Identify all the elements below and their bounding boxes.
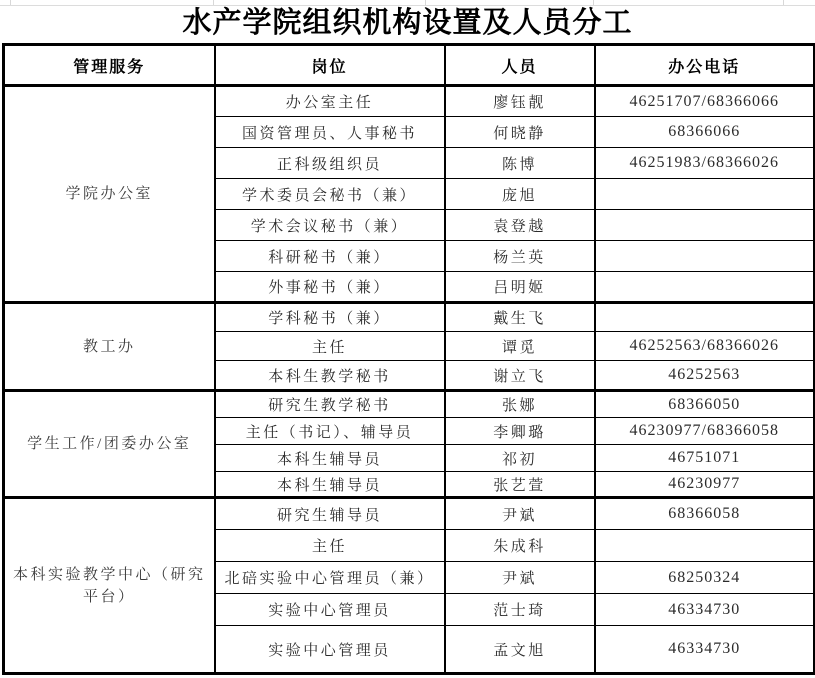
person-cell: 朱成科 — [445, 530, 595, 562]
phone-cell — [595, 241, 815, 272]
remnant-gridline — [593, 0, 594, 5]
phone-cell: 68250324 — [595, 562, 815, 594]
position-cell: 科研秘书（兼） — [215, 241, 445, 272]
phone-cell: 46251983/68366026 — [595, 148, 815, 179]
person-cell: 谢立飞 — [445, 361, 595, 391]
phone-cell: 46334730 — [595, 594, 815, 626]
position-cell: 本科生教学秘书 — [215, 361, 445, 391]
phone-cell: 46751071 — [595, 445, 815, 472]
col-header-position: 岗位 — [215, 45, 445, 86]
page-title: 水产学院组织机构设置及人员分工 — [182, 7, 633, 39]
phone-cell: 68366066 — [595, 117, 815, 148]
phone-cell: 68366050 — [595, 391, 815, 418]
position-cell: 研究生教学秘书 — [215, 391, 445, 418]
person-cell: 谭觅 — [445, 332, 595, 361]
phone-cell: 46230977/68366058 — [595, 418, 815, 445]
position-cell: 正科级组织员 — [215, 148, 445, 179]
header-row — [4, 45, 815, 86]
org-structure-table — [2, 43, 815, 675]
person-cell: 张娜 — [445, 391, 595, 418]
table-row — [4, 498, 815, 530]
service-cell: 学生工作/团委办公室 — [4, 391, 215, 498]
table-body — [4, 86, 815, 674]
phone-cell — [595, 530, 815, 562]
person-cell: 尹斌 — [445, 498, 595, 530]
person-cell: 范士琦 — [445, 594, 595, 626]
person-cell: 何晓静 — [445, 117, 595, 148]
position-cell: 本科生辅导员 — [215, 445, 445, 472]
person-cell: 庞旭 — [445, 179, 595, 210]
person-cell: 廖钰靓 — [445, 86, 595, 117]
person-cell: 祁初 — [445, 445, 595, 472]
remnant-gridline — [10, 0, 11, 5]
person-cell: 张艺萱 — [445, 472, 595, 498]
position-cell: 国资管理员、人事秘书 — [215, 117, 445, 148]
position-cell: 北碚实验中心管理员（兼） — [215, 562, 445, 594]
person-cell: 袁登越 — [445, 210, 595, 241]
phone-cell: 46230977 — [595, 472, 815, 498]
phone-cell: 46252563/68366026 — [595, 332, 815, 361]
phone-cell — [595, 303, 815, 332]
position-cell: 学术会议秘书（兼） — [215, 210, 445, 241]
service-cell: 教工办 — [4, 303, 215, 391]
position-cell: 实验中心管理员 — [215, 594, 445, 626]
col-header-service: 管理服务 — [4, 45, 215, 86]
person-cell: 李卿璐 — [445, 418, 595, 445]
remnant-gridline — [783, 0, 784, 5]
position-cell: 学科秘书（兼） — [215, 303, 445, 332]
person-cell: 尹斌 — [445, 562, 595, 594]
remnant-gridline — [213, 0, 214, 5]
phone-cell: 46252563 — [595, 361, 815, 391]
phone-cell — [595, 272, 815, 303]
position-cell: 外事秘书（兼） — [215, 272, 445, 303]
position-cell: 办公室主任 — [215, 86, 445, 117]
service-cell: 学院办公室 — [4, 86, 215, 303]
position-cell: 本科生辅导员 — [215, 472, 445, 498]
remnant-gridline — [425, 0, 426, 5]
phone-cell: 68366058 — [595, 498, 815, 530]
table-row — [4, 86, 815, 117]
person-cell: 吕明姬 — [445, 272, 595, 303]
phone-cell — [595, 210, 815, 241]
spreadsheet-cells-remnant — [0, 0, 815, 6]
position-cell: 主任 — [215, 332, 445, 361]
service-cell: 本科实验教学中心（研究平台） — [4, 498, 215, 674]
person-cell: 孟文旭 — [445, 626, 595, 674]
table-row — [4, 303, 815, 332]
position-cell: 学术委员会秘书（兼） — [215, 179, 445, 210]
phone-cell: 46334730 — [595, 626, 815, 674]
person-cell: 陈博 — [445, 148, 595, 179]
person-cell: 杨兰英 — [445, 241, 595, 272]
phone-cell: 46251707/68366066 — [595, 86, 815, 117]
table-row — [4, 391, 815, 418]
person-cell: 戴生飞 — [445, 303, 595, 332]
phone-cell — [595, 179, 815, 210]
position-cell: 主任（书记）、辅导员 — [215, 418, 445, 445]
position-cell: 主任 — [215, 530, 445, 562]
col-header-phone: 办公电话 — [595, 45, 815, 86]
col-header-person: 人员 — [445, 45, 595, 86]
position-cell: 实验中心管理员 — [215, 626, 445, 674]
position-cell: 研究生辅导员 — [215, 498, 445, 530]
